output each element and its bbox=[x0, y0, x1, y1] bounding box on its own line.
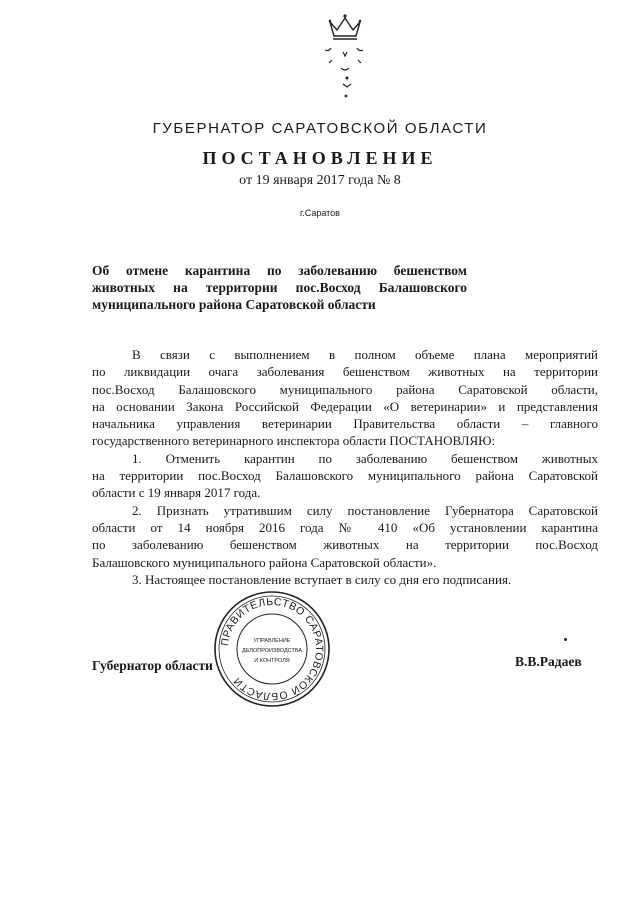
text-line: на территории пос.Восход Балашовского муниципального района Саратовской bbox=[92, 468, 598, 484]
document-city: г.Саратов bbox=[300, 208, 340, 218]
paragraph-item-2 bbox=[92, 502, 598, 571]
document-date-number: от 19 января 2017 года № 8 bbox=[239, 173, 401, 188]
subject-line: животных на территории пос.Восход Балашовского bbox=[92, 280, 467, 295]
authority-title: ГУБЕРНАТОР САРАТОВСКОЙ ОБЛАСТИ bbox=[152, 120, 488, 137]
text-line: 1. Отменить карантин по заболеванию бешенством животных bbox=[132, 450, 598, 466]
text-line: пос.Восход Балашовского муниципального района Саратовской области, bbox=[92, 381, 598, 397]
document-body bbox=[92, 346, 598, 588]
paragraph-preamble bbox=[92, 346, 598, 450]
text-line: области с 19 января 2017 года. bbox=[92, 485, 261, 501]
text-line: В связи с выполнением в полном объеме плана мероприятий bbox=[132, 347, 598, 362]
paragraph-item-1 bbox=[92, 450, 598, 502]
signatory-position: Губернатор области bbox=[92, 658, 213, 673]
document-subject bbox=[92, 262, 467, 313]
text-line: области от 14 ноября 2016 года № 410 «Об установлении карантина bbox=[92, 519, 598, 535]
crown-emblem-icon bbox=[305, 8, 385, 108]
text-line: по заболеванию бешенством животных на территории пос.Восход bbox=[92, 537, 598, 553]
text-line: 3. Настоящее постановление вступает в силу со дня его подписания. bbox=[132, 571, 512, 587]
official-stamp bbox=[213, 590, 331, 708]
subject-line: Об отмене карантина по заболеванию бешенством bbox=[92, 263, 467, 278]
subject-line: муниципального района Саратовской области bbox=[92, 297, 376, 312]
stamp-inner-line: И КОНТРОЛЯ bbox=[254, 658, 290, 664]
signatory-name: В.В.Радаев bbox=[515, 654, 582, 669]
text-line: 2. Признать утратившим силу постановление Губернатора Саратовской bbox=[132, 502, 598, 518]
text-line: по ликвидации очага заболевания бешенством животных на территории bbox=[92, 364, 598, 380]
paragraph-item-3 bbox=[92, 571, 598, 588]
document-type: ПОСТАНОВЛЕНИЕ bbox=[202, 148, 438, 168]
text-line: начальника управления ветеринарии Правительства области – главного bbox=[92, 416, 598, 432]
stamp-ring-text: ПРАВИТЕЛЬСТВО САРАТОВСКОЙ ОБЛАСТИ bbox=[219, 595, 326, 703]
stamp-inner-line: УПРАВЛЕНИЕ bbox=[253, 638, 291, 644]
text-line: государственного ветеринарного инспектора области ПОСТАНОВЛЯЮ: bbox=[92, 433, 496, 449]
stamp-inner-line: ДЕЛОПРОИЗВОДСТВА bbox=[241, 648, 303, 654]
text-line: на основании Закона Российской Федерации «О ветеринарии» и представления bbox=[92, 398, 598, 414]
text-line: Балашовского муниципального района Саратовской области». bbox=[92, 554, 437, 570]
ink-dot bbox=[564, 638, 567, 641]
